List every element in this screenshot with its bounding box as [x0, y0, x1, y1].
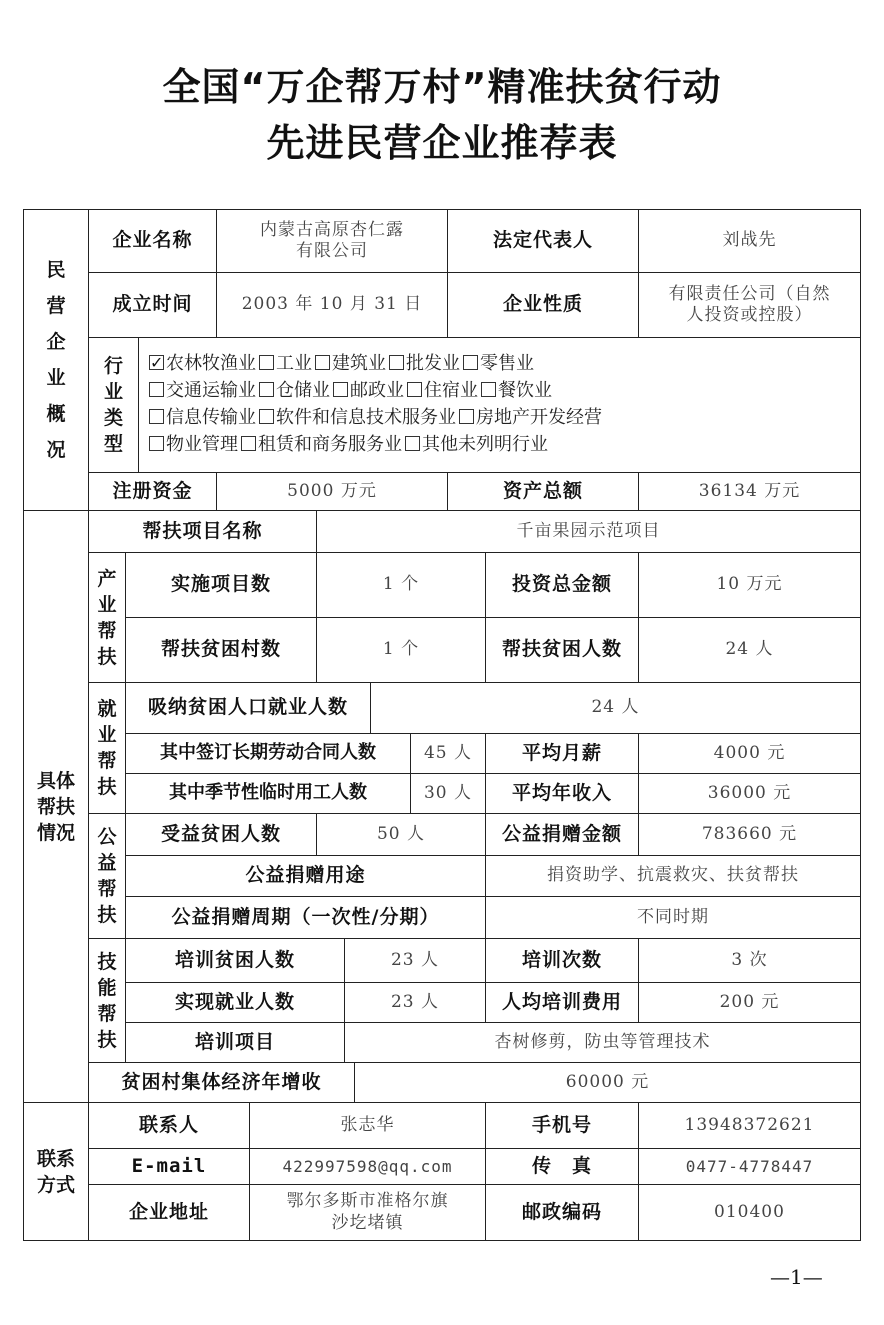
company-name-line1: 内蒙古高原杏仁露 [260, 219, 404, 240]
training-cost-label: 人均培训费用 [501, 990, 622, 1013]
postcode-value[interactable]: 010400 [714, 1201, 785, 1222]
long-term-contract-label: 其中签订长期劳动合同人数 [160, 742, 376, 764]
industry-type-label [89, 338, 138, 472]
enterprise-nature-line2: 人投资或控股） [686, 305, 813, 325]
section-label-line: 具体 [36, 769, 75, 792]
enterprise-nature-value[interactable] [639, 273, 860, 337]
annual-income-label: 平均年收入 [511, 781, 612, 804]
section-label-line: 联系 [36, 1147, 75, 1170]
industry-row [146, 404, 846, 431]
industry-option-label: 工业 [276, 353, 312, 374]
enterprise-nature-label: 企业性质 [502, 293, 583, 316]
charity-help-char: 益 [97, 852, 117, 874]
employment-help-char: 扶 [97, 776, 117, 798]
industry-row [146, 431, 846, 458]
industry-option-label: 信息传输业 [166, 407, 256, 428]
registered-capital-label: 注册资金 [112, 479, 193, 502]
document-title-line2: 先进民营企业推荐表 [266, 121, 618, 165]
email-value[interactable]: 422997598@qq.com [282, 1156, 453, 1176]
address-label: 企业地址 [128, 1200, 209, 1223]
village-income-increase-value[interactable]: 60000 元 [565, 1071, 650, 1092]
industry-type-char: 类 [103, 407, 123, 429]
absorbed-employment-value[interactable]: 24 人 [591, 697, 640, 718]
industry-help-char: 帮 [97, 619, 117, 642]
industry-checkbox[interactable] [149, 355, 164, 370]
fax-value[interactable]: 0477-4778447 [685, 1156, 814, 1176]
employment-help-char: 业 [97, 724, 117, 746]
employment-help-char: 帮 [97, 750, 117, 772]
monthly-salary-value[interactable]: 4000 元 [713, 742, 786, 763]
industry-option-label: 邮政业 [350, 380, 404, 401]
postcode-label: 邮政编码 [521, 1200, 602, 1223]
contact-person-value[interactable]: 张志华 [340, 1114, 395, 1135]
section-label-char: 民 [46, 259, 66, 281]
founded-date-value[interactable]: 2003 年 10 月 31 日 [241, 294, 423, 315]
charity-help-label [89, 814, 125, 938]
training-sessions-value[interactable]: 3 次 [731, 949, 768, 970]
training-items-label: 培训项目 [194, 1030, 275, 1053]
industry-checkbox[interactable] [259, 355, 274, 370]
donation-purpose-label: 公益捐赠用途 [245, 864, 366, 887]
training-sessions-label: 培训次数 [521, 948, 602, 971]
document-title-line1: 全国“万企帮万村”精准扶贫行动 [162, 65, 722, 109]
village-income-increase-label: 贫困村集体经济年增收 [121, 1070, 322, 1093]
section-label-char: 业 [46, 367, 66, 389]
trained-people-label: 培训贫困人数 [174, 948, 295, 971]
seasonal-workers-label: 其中季节性临时用工人数 [169, 782, 367, 804]
section-label-enterprise-overview [24, 210, 88, 510]
email-label: E-mail [131, 1154, 207, 1177]
donation-period-value[interactable]: 不同时期 [637, 906, 709, 927]
beneficiaries-label: 受益贫困人数 [160, 822, 281, 845]
mobile-value[interactable]: 13948372621 [684, 1114, 815, 1135]
industry-help-char: 产 [97, 567, 117, 590]
industry-type-char: 行 [103, 355, 123, 377]
total-investment-label: 投资总金额 [511, 573, 612, 596]
enterprise-nature-line1: 有限责任公司（自然 [668, 283, 831, 304]
industry-option-label: 仓储业 [276, 380, 330, 401]
industry-checkbox[interactable] [389, 355, 404, 370]
total-assets-label: 资产总额 [502, 479, 583, 502]
address-line2: 沙圪堵镇 [331, 1212, 404, 1233]
villages-helped-label: 帮扶贫困村数 [160, 638, 281, 661]
project-name-value[interactable]: 千亩果园示范项目 [516, 520, 661, 541]
employed-after-training-value[interactable]: 23 人 [390, 991, 440, 1012]
industry-option-label: 餐饮业 [498, 380, 552, 401]
section-label-contact [24, 1103, 88, 1240]
industry-help-label [89, 553, 125, 682]
skill-help-char: 帮 [97, 1002, 117, 1025]
trained-people-value[interactable]: 23 人 [390, 949, 440, 970]
company-name-line2: 有限公司 [296, 241, 368, 261]
contact-person-label: 联系人 [138, 1113, 199, 1136]
industry-checkbox[interactable] [405, 436, 420, 451]
donation-amount-label: 公益捐赠金额 [501, 822, 622, 845]
donation-purpose-value[interactable]: 捐资助学、抗震救灾、扶贫帮扶 [547, 865, 799, 886]
employment-help-label [89, 683, 125, 813]
section-label-line: 方式 [36, 1173, 75, 1196]
monthly-salary-label: 平均月薪 [521, 741, 602, 764]
fax-label: 传 真 [531, 1154, 592, 1177]
industry-option-label: 交通运输业 [166, 380, 256, 401]
long-term-contract-value[interactable]: 45 人 [423, 742, 473, 763]
industry-checkbox[interactable] [149, 382, 164, 397]
founded-date-label: 成立时间 [112, 293, 193, 316]
legal-representative-label: 法定代表人 [492, 229, 593, 252]
page-number: —1— [770, 1265, 823, 1289]
industry-help-char: 业 [97, 593, 117, 616]
skill-help-char: 能 [97, 976, 117, 999]
people-helped-value[interactable]: 24 人 [725, 639, 774, 660]
industry-help-char: 扶 [97, 645, 117, 668]
industry-checkbox[interactable] [407, 382, 422, 397]
section-label-line: 情况 [36, 821, 75, 844]
donation-amount-value[interactable]: 783660 元 [701, 823, 798, 844]
charity-help-char: 帮 [97, 878, 117, 900]
employment-help-char: 就 [97, 698, 117, 720]
section-label-char: 营 [46, 295, 66, 317]
industry-option-label: 建筑业 [332, 353, 386, 374]
industry-row [146, 350, 846, 377]
projects-count-label: 实施项目数 [170, 573, 271, 596]
industry-option-label: 住宿业 [424, 380, 478, 401]
projects-count-value[interactable]: 1 个 [382, 574, 420, 595]
skill-help-char: 扶 [97, 1028, 117, 1051]
address-value[interactable] [250, 1185, 485, 1240]
industry-option-label: 其他未列明行业 [422, 434, 548, 455]
industry-option-label: 房地产开发经营 [476, 407, 602, 428]
industry-option-label: 批发业 [406, 353, 460, 374]
section-label-char: 况 [46, 439, 66, 461]
total-investment-value[interactable]: 10 万元 [716, 574, 783, 595]
charity-help-char: 扶 [97, 904, 117, 926]
industry-type-char: 型 [103, 433, 123, 455]
annual-income-value[interactable]: 36000 元 [707, 782, 792, 803]
industry-checkbox[interactable] [241, 436, 256, 451]
industry-option-label: 农林牧渔业 [166, 353, 256, 374]
industry-option-label: 零售业 [480, 353, 534, 374]
company-name-label: 企业名称 [112, 229, 193, 252]
registered-capital-value[interactable]: 5000 万元 [287, 480, 377, 501]
total-assets-value[interactable]: 36134 万元 [698, 480, 801, 501]
industry-checkbox[interactable] [459, 409, 474, 424]
section-label-char: 企 [46, 331, 66, 353]
industry-checkbox[interactable] [259, 409, 274, 424]
legal-representative-value[interactable]: 刘战先 [722, 230, 777, 251]
villages-helped-value[interactable]: 1 个 [382, 639, 420, 660]
industry-checkbox[interactable] [315, 355, 330, 370]
skill-help-label [89, 939, 125, 1062]
charity-help-char: 公 [97, 826, 117, 848]
skill-help-char: 技 [97, 950, 117, 973]
project-name-label: 帮扶项目名称 [142, 519, 263, 542]
seasonal-workers-value[interactable]: 30 人 [423, 782, 473, 803]
industry-type-char: 业 [103, 381, 123, 403]
industry-row [146, 377, 846, 404]
section-label-char: 概 [46, 403, 66, 425]
industry-checkbox[interactable] [481, 382, 496, 397]
people-helped-label: 帮扶贫困人数 [501, 638, 622, 661]
training-items-value[interactable]: 杏树修剪，防虫等管理技术 [494, 1031, 711, 1052]
section-label-line: 帮扶 [36, 795, 75, 818]
mobile-label: 手机号 [531, 1113, 592, 1136]
industry-checkbox[interactable] [149, 436, 164, 451]
section-label-assistance-details [24, 511, 88, 1102]
address-line1: 鄂尔多斯市准格尔旗 [286, 1191, 449, 1212]
industry-option-label: 租赁和商务服务业 [258, 434, 402, 455]
industry-option-label: 软件和信息技术服务业 [276, 407, 456, 428]
industry-checkbox[interactable] [463, 355, 478, 370]
training-cost-value[interactable]: 200 元 [719, 991, 780, 1012]
industry-checkbox[interactable] [333, 382, 348, 397]
industry-option-label: 物业管理 [166, 434, 238, 455]
donation-period-label: 公益捐赠周期（一次性/分期） [171, 905, 440, 928]
absorbed-employment-label: 吸纳贫困人口就业人数 [147, 696, 348, 719]
industry-checkbox-list [146, 350, 846, 458]
industry-checkbox[interactable] [149, 409, 164, 424]
employed-after-training-label: 实现就业人数 [174, 990, 295, 1013]
company-name-value[interactable] [217, 210, 447, 272]
industry-checkbox[interactable] [259, 382, 274, 397]
beneficiaries-value[interactable]: 50 人 [376, 823, 426, 844]
